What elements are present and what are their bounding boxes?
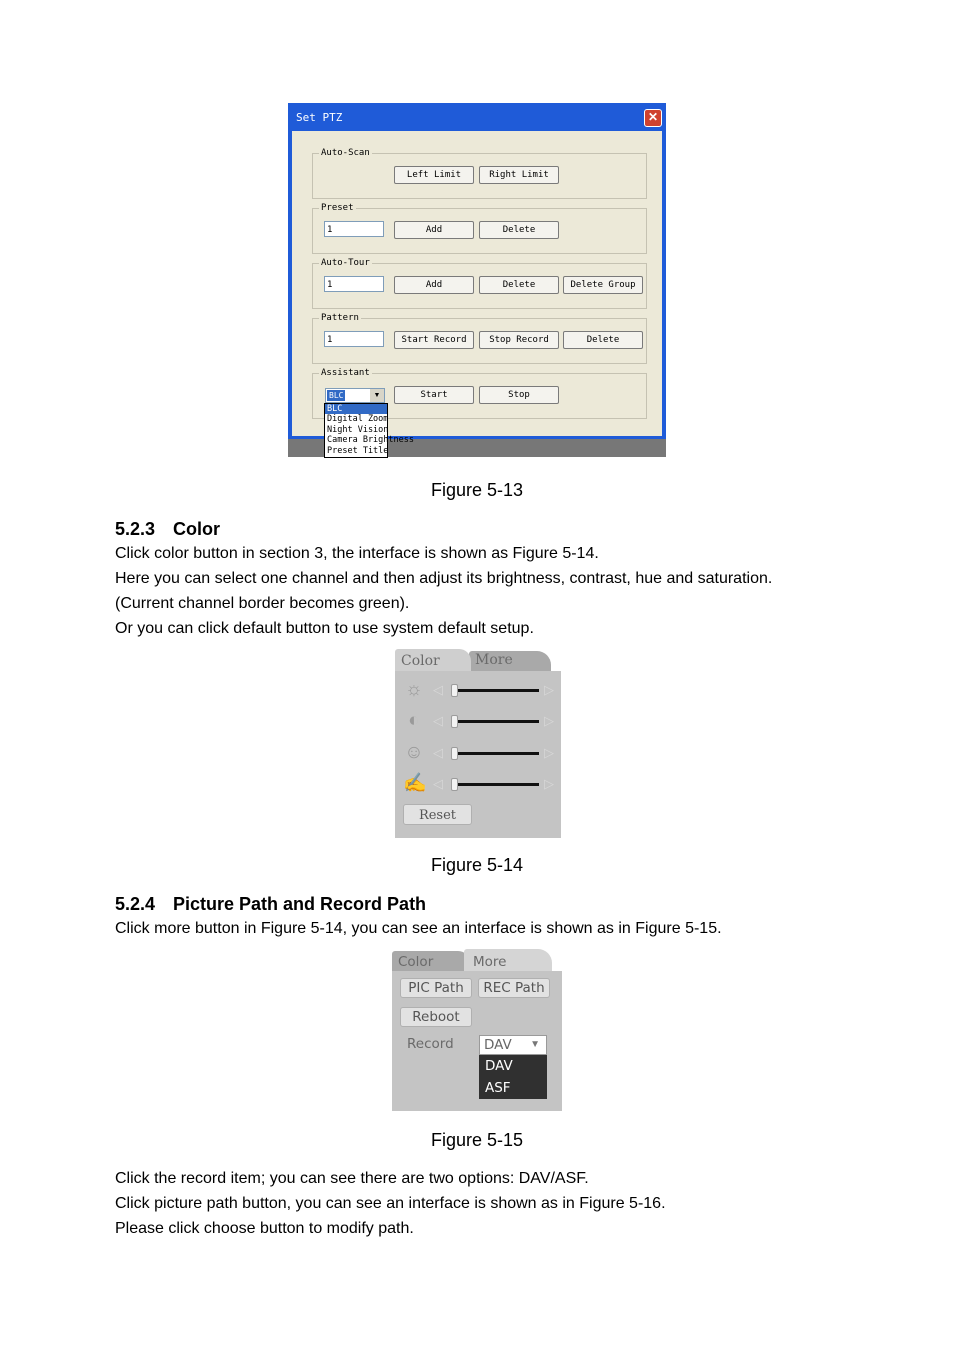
assistant-select[interactable] bbox=[325, 388, 385, 403]
auto-tour-delete-button[interactable]: Delete bbox=[479, 276, 559, 294]
paragraph-line: (Current channel border becomes green). bbox=[115, 595, 410, 612]
record-format-options bbox=[479, 1055, 547, 1099]
color-panel bbox=[395, 649, 561, 838]
close-icon[interactable]: ✕ bbox=[644, 109, 662, 127]
auto-scan-group bbox=[312, 148, 647, 199]
pattern-delete-button[interactable]: Delete bbox=[563, 331, 643, 349]
tab-color-label: Color bbox=[401, 653, 440, 669]
section-number: 5.2.3 bbox=[115, 519, 156, 539]
dialog-frame bbox=[288, 103, 666, 439]
auto-scan-label: Auto-Scan bbox=[321, 148, 370, 158]
tab-more[interactable] bbox=[469, 651, 551, 671]
paragraph-line: Here you can select one channel and then adjust its brightness, contrast, hue and saturation. bbox=[115, 570, 773, 587]
section-number: 5.2.4 bbox=[115, 894, 156, 914]
chevron-down-icon[interactable]: ▼ bbox=[530, 1039, 540, 1050]
figure-caption: Figure 5-14 bbox=[430, 855, 524, 875]
right-limit-button[interactable]: Right Limit bbox=[479, 166, 559, 184]
start-record-button[interactable]: Start Record bbox=[394, 331, 474, 349]
increase-arrow-icon[interactable]: ▷ bbox=[544, 776, 554, 791]
dropdown-option[interactable]: BLC bbox=[325, 404, 387, 414]
assistant-label: Assistant bbox=[321, 368, 370, 378]
decrease-arrow-icon[interactable]: ◁ bbox=[433, 713, 443, 728]
contrast-slider-row bbox=[403, 710, 558, 732]
decrease-arrow-icon[interactable]: ◁ bbox=[433, 776, 443, 791]
dropdown-option[interactable]: DAV bbox=[485, 1058, 513, 1074]
record-format-select[interactable] bbox=[479, 1035, 547, 1055]
slider-track[interactable] bbox=[455, 752, 539, 755]
preset-delete-button[interactable]: Delete bbox=[479, 221, 559, 239]
contrast-icon: ◐ bbox=[408, 710, 420, 731]
tab-color[interactable] bbox=[392, 951, 470, 971]
decrease-arrow-icon[interactable]: ◁ bbox=[433, 682, 443, 697]
slider-thumb[interactable] bbox=[451, 715, 458, 728]
paragraph-line: Or you can click default button to use system default setup. bbox=[115, 620, 534, 637]
paragraph-line: Click the record item; you can see there are two options: DAV/ASF. bbox=[115, 1170, 589, 1187]
preset-label: Preset bbox=[321, 203, 354, 213]
hue-slider-row bbox=[403, 742, 558, 764]
figure-caption: Figure 5-13 bbox=[430, 480, 524, 500]
brightness-icon: ☼ bbox=[405, 679, 423, 700]
tab-bar bbox=[392, 949, 562, 971]
paragraph-line: Click more button in Figure 5-14, you can see an interface is shown as in Figure 5-15. bbox=[115, 920, 722, 937]
slider-thumb[interactable] bbox=[451, 778, 458, 791]
saturation-slider-row bbox=[403, 773, 558, 795]
section-title: Picture Path and Record Path bbox=[173, 894, 427, 914]
preset-number-input[interactable]: 1 bbox=[324, 221, 384, 237]
increase-arrow-icon[interactable]: ▷ bbox=[544, 713, 554, 728]
dropdown-option[interactable]: Camera Brightness bbox=[327, 435, 414, 446]
rec-path-button[interactable]: REC Path bbox=[478, 978, 550, 998]
section-heading bbox=[115, 519, 220, 540]
tab-more-label: More bbox=[475, 652, 513, 668]
dropdown-option[interactable]: ASF bbox=[485, 1080, 511, 1096]
auto-tour-add-button[interactable]: Add bbox=[394, 276, 474, 294]
stop-record-button[interactable]: Stop Record bbox=[479, 331, 559, 349]
paragraph-line: Click color button in section 3, the interface is shown as Figure 5-14. bbox=[115, 545, 599, 562]
section-heading bbox=[115, 894, 426, 915]
hue-icon: ☺ bbox=[404, 742, 424, 763]
more-panel bbox=[392, 949, 562, 1111]
reboot-button[interactable]: Reboot bbox=[400, 1007, 472, 1027]
increase-arrow-icon[interactable]: ▷ bbox=[544, 682, 554, 697]
tab-bar bbox=[395, 649, 561, 671]
dropdown-option[interactable]: Preset Title bbox=[327, 445, 389, 456]
assistant-dropdown-list bbox=[324, 403, 414, 458]
dropdown-option[interactable]: Night Vision bbox=[327, 424, 389, 435]
slider-track[interactable] bbox=[455, 689, 539, 692]
delete-group-button[interactable]: Delete Group bbox=[563, 276, 643, 294]
saturation-icon: ✍ bbox=[403, 773, 427, 794]
figure-caption: Figure 5-15 bbox=[430, 1130, 524, 1150]
record-format-value: DAV bbox=[484, 1037, 512, 1053]
slider-track[interactable] bbox=[455, 783, 539, 786]
chevron-down-icon[interactable]: ▼ bbox=[370, 389, 384, 402]
tab-more-label: More bbox=[473, 954, 507, 970]
pattern-label: Pattern bbox=[321, 313, 359, 323]
dropdown-option[interactable]: Digital Zoom bbox=[327, 414, 389, 425]
reset-button[interactable]: Reset bbox=[403, 804, 472, 825]
auto-tour-group bbox=[312, 258, 647, 309]
tab-color[interactable] bbox=[395, 649, 471, 671]
pattern-group bbox=[312, 313, 647, 364]
assistant-start-button[interactable]: Start bbox=[394, 386, 474, 404]
pic-path-button[interactable]: PIC Path bbox=[400, 978, 472, 998]
pattern-number-input[interactable]: 1 bbox=[324, 331, 384, 347]
brightness-slider-row bbox=[403, 679, 558, 701]
record-label: Record bbox=[407, 1036, 454, 1052]
decrease-arrow-icon[interactable]: ◁ bbox=[433, 745, 443, 760]
auto-tour-label: Auto-Tour bbox=[321, 258, 370, 268]
slider-track[interactable] bbox=[455, 720, 539, 723]
preset-group bbox=[312, 203, 647, 254]
dialog-title: Set PTZ bbox=[296, 111, 343, 124]
auto-tour-number-input[interactable]: 1 bbox=[324, 276, 384, 292]
section-title: Color bbox=[173, 519, 220, 539]
left-limit-button[interactable]: Left Limit bbox=[394, 166, 474, 184]
increase-arrow-icon[interactable]: ▷ bbox=[544, 745, 554, 760]
dialog-body bbox=[292, 131, 662, 436]
assistant-stop-button[interactable]: Stop bbox=[479, 386, 559, 404]
slider-thumb[interactable] bbox=[451, 747, 458, 760]
paragraph-line: Please click choose button to modify path. bbox=[115, 1220, 414, 1237]
tab-more[interactable] bbox=[464, 949, 552, 971]
assistant-selected-value: BLC bbox=[329, 391, 344, 400]
slider-thumb[interactable] bbox=[451, 684, 458, 697]
tab-color-label: Color bbox=[398, 954, 434, 970]
set-ptz-dialog bbox=[288, 103, 666, 457]
preset-add-button[interactable]: Add bbox=[394, 221, 474, 239]
paragraph-line: Click picture path button, you can see an interface is shown as in Figure 5-16. bbox=[115, 1195, 666, 1212]
